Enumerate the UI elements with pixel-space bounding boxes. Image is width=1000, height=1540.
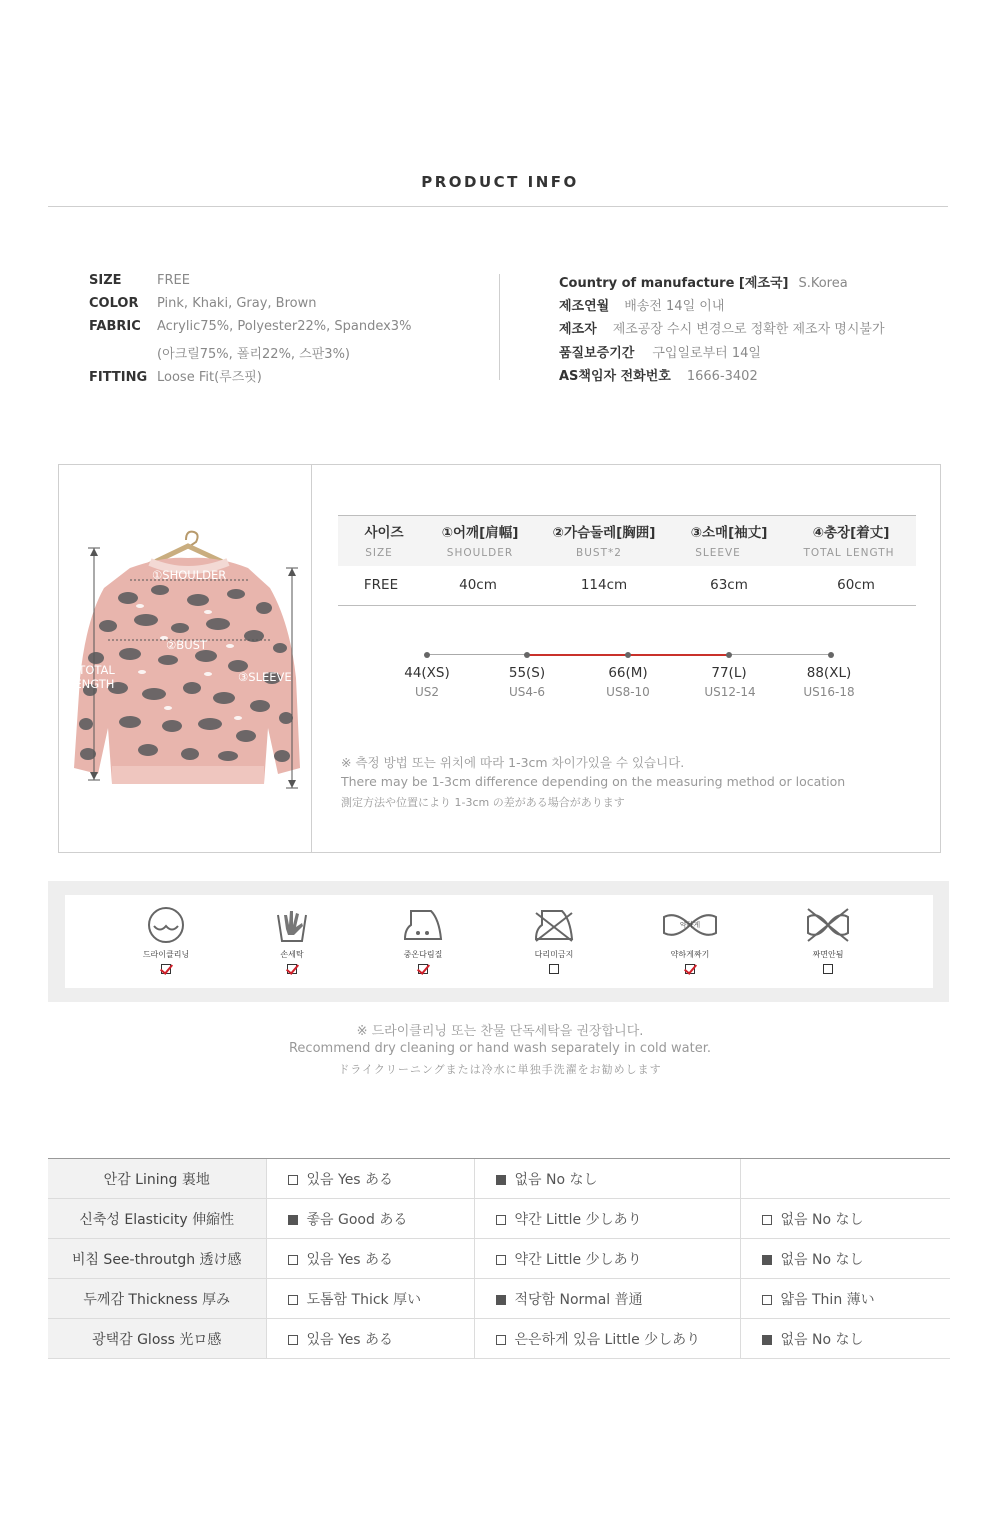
scale-size-label: 88(XL) (806, 665, 852, 681)
feature-option-text: 없음 No なし (780, 1331, 864, 1348)
feature-option-text: 약간 Little 少しあり (514, 1211, 642, 1228)
feature-row-lining (48, 1159, 950, 1199)
scale-dot (828, 652, 834, 658)
shoulder-cell: 40cm (459, 577, 497, 593)
shoulder-subheader: SHOULDER (446, 547, 514, 559)
care-no-wring (788, 905, 868, 974)
care-iron-medium (383, 905, 463, 974)
feature-label: 안감 Lining 裏地 (48, 1159, 266, 1199)
feature-checkbox (762, 1335, 772, 1345)
feature-option (740, 1239, 950, 1279)
feature-checkbox (496, 1295, 506, 1305)
spec-fabric-kr (89, 343, 350, 362)
total-length-cell: 60cm (837, 577, 875, 593)
feature-checkbox (288, 1335, 298, 1345)
feature-checkbox (496, 1255, 506, 1265)
feature-option (740, 1279, 950, 1319)
spec-color (89, 296, 316, 311)
care-checkbox (823, 964, 833, 974)
svg-text:약하게: 약하게 (679, 921, 701, 929)
feature-option (266, 1159, 474, 1199)
measure-note-kr: ※ 측정 방법 또는 위치에 따라 1-3cm 차이가있을 수 있습니다. (341, 755, 685, 770)
size-subheader: SIZE (365, 547, 393, 559)
care-label: 중온다림질 (403, 950, 443, 959)
feature-option (266, 1239, 474, 1279)
dry-clean-icon (146, 905, 186, 945)
feature-checkbox (288, 1295, 298, 1305)
scale-size-label: 55(S) (508, 665, 546, 681)
bust-cell: 114cm (580, 577, 628, 593)
iron-medium-icon (401, 905, 445, 945)
spec-value: Pink, Khaki, Gray, Brown (157, 296, 317, 311)
feature-option (474, 1199, 740, 1239)
feature-checkbox (762, 1295, 772, 1305)
bust-label: ②BUST (166, 638, 207, 652)
feature-option-text: 없음 No なし (780, 1251, 864, 1268)
feature-option-text: 적당함 Normal 普通 (514, 1291, 643, 1308)
feature-option-text: 약간 Little 少しあり (514, 1251, 642, 1268)
spec-value: Acrylic75%, Polyester22%, Spandex3% (157, 319, 412, 334)
care-label: 짜면안됨 (812, 950, 844, 959)
scale-us-label: US2 (414, 685, 440, 699)
size-table-rule (338, 605, 916, 606)
garment-illustration (68, 528, 308, 790)
spec-label: FABRIC (89, 319, 141, 334)
spec-label: 품질보증기간 (559, 346, 635, 361)
spec-value: S.Korea (798, 276, 848, 291)
care-checkbox (287, 964, 297, 974)
spec-label: COLOR (89, 296, 139, 311)
feature-option (474, 1159, 740, 1199)
spec-label: FITTING (89, 370, 148, 385)
feature-row-see-through (48, 1239, 950, 1279)
measure-note-en: There may be 1-3cm difference depending on the measuring method or location (341, 774, 846, 789)
feature-checkbox (496, 1335, 506, 1345)
care-label: 약하게짜기 (670, 950, 710, 959)
care-note-jp: ドライクリーニングまたは冷水に単独手洗濯をお勧めします (338, 1063, 662, 1076)
care-label: 다리미금지 (534, 950, 574, 959)
scale-dot (625, 652, 631, 658)
feature-option (474, 1239, 740, 1279)
feature-option-text: 있음 Yes ある (306, 1171, 394, 1188)
spec-label: 제조자 (559, 322, 597, 337)
scale-us-label: US8-10 (606, 685, 650, 699)
spec-divider (499, 274, 500, 380)
title-divider (48, 206, 948, 207)
feature-row-gloss (48, 1319, 950, 1359)
spec-value: (아크릴75%, 폴리22%, 스판3%) (157, 347, 350, 362)
feature-option (266, 1319, 474, 1359)
care-checkbox (549, 964, 559, 974)
spec-size (89, 273, 190, 288)
size-cell: FREE (363, 577, 399, 593)
feature-option-text: 있음 Yes ある (306, 1331, 394, 1348)
scale-size-label: 44(XS) (404, 665, 450, 681)
spec-value: 배송전 14일 이내 (624, 299, 725, 314)
spec-value: Loose Fit(루즈핏) (157, 370, 262, 385)
no-wring-icon (804, 905, 852, 945)
sleeve-cell: 63cm (710, 577, 748, 593)
care-label: 드라이클리닝 (142, 950, 190, 959)
spec-as-phone (559, 365, 758, 384)
care-gentle-wring (650, 905, 730, 974)
spec-value: 제조공장 수시 변경으로 정확한 제조자 명시불가 (612, 322, 885, 337)
spec-manufacture-date (559, 295, 724, 314)
feature-option (266, 1199, 474, 1239)
feature-option-text: 없음 No なし (780, 1211, 864, 1228)
feature-option-text: 있음 Yes ある (306, 1251, 394, 1268)
care-checkbox (418, 964, 428, 974)
sleeve-subheader: SLEEVE (695, 547, 741, 559)
size-box-divider (311, 464, 312, 853)
feature-checkbox (496, 1175, 506, 1185)
shoulder-label: ①SHOULDER (152, 568, 227, 582)
feature-checkbox (288, 1175, 298, 1185)
scale-size-label: 77(L) (711, 665, 747, 681)
care-hand-wash (252, 905, 332, 974)
total-length-header: ④총장[着丈] (812, 525, 890, 541)
scale-us-label: US12-14 (704, 685, 756, 699)
feature-label: 두께감 Thickness 厚み (48, 1279, 266, 1319)
feature-option (740, 1319, 950, 1359)
care-label: 손세탁 (280, 950, 304, 959)
shoulder-header: ①어깨[肩幅] (441, 525, 519, 541)
feature-option-text: 얇음 Thin 薄い (780, 1291, 875, 1308)
total-length-label-2: LENGTH (68, 677, 115, 691)
gentle-wring-icon (660, 905, 720, 945)
hand-wash-icon (272, 905, 312, 945)
feature-checkbox (288, 1255, 298, 1265)
feature-option (740, 1199, 950, 1239)
spec-manufacturer (559, 318, 885, 337)
feature-row-elasticity (48, 1199, 950, 1239)
spec-fabric (89, 319, 411, 334)
size-header: 사이즈 (364, 525, 404, 541)
feature-checkbox (288, 1215, 298, 1225)
spec-label: 제조연월 (559, 299, 610, 314)
feature-option (266, 1279, 474, 1319)
spec-label: Country of manufacture [제조국] (559, 276, 789, 291)
fabric-feature-table (48, 1158, 950, 1359)
scale-dot (726, 652, 732, 658)
total-length-label-1: ④TOTAL (68, 663, 115, 677)
spec-label: SIZE (89, 273, 122, 288)
feature-label: 비침 See-throutgh 透け感 (48, 1239, 266, 1279)
spec-warranty (559, 342, 761, 361)
scale-size-label: 66(M) (608, 665, 648, 681)
feature-label: 신축성 Elasticity 伸縮性 (48, 1199, 266, 1239)
spec-label: AS책임자 전화번호 (559, 369, 671, 384)
spec-fitting (89, 366, 262, 385)
page-title: PRODUCT INFO (421, 173, 579, 191)
care-checkbox (685, 964, 695, 974)
spec-value: 1666-3402 (686, 369, 758, 384)
feature-checkbox (496, 1215, 506, 1225)
feature-option (474, 1319, 740, 1359)
sleeve-label: ③SLEEVE (238, 670, 292, 684)
scale-us-label: US16-18 (803, 685, 855, 699)
total-length-subheader: TOTAL LENGTH (803, 547, 895, 559)
feature-row-thickness (48, 1279, 950, 1319)
feature-option-text: 도톰함 Thick 厚い (306, 1291, 422, 1308)
feature-checkbox (762, 1255, 772, 1265)
feature-checkbox (762, 1215, 772, 1225)
bust-subheader: BUST*2 (576, 547, 622, 559)
no-iron-icon (532, 905, 576, 945)
spec-value: 구입일로부터 14일 (652, 346, 761, 361)
spec-value: FREE (157, 273, 190, 288)
feature-option-empty (740, 1159, 950, 1199)
scale-dot (424, 652, 430, 658)
care-note-en: Recommend dry cleaning or hand wash separately in cold water. (288, 1041, 711, 1056)
sleeve-header: ③소매[袖丈] (690, 525, 768, 541)
scale-dot (524, 652, 530, 658)
feature-option (474, 1279, 740, 1319)
care-dry-clean (126, 905, 206, 974)
feature-option-text: 없음 No なし (514, 1171, 598, 1188)
feature-option-text: 좋음 Good ある (306, 1211, 408, 1228)
care-note-kr: ※ 드라이클리닝 또는 찬물 단독세탁을 권장합니다. (356, 1024, 644, 1039)
feature-option-text: 은은하게 있음 Little 少しあり (514, 1331, 701, 1348)
feature-label: 광택감 Gloss 光ロ感 (48, 1319, 266, 1359)
scale-us-label: US4-6 (509, 685, 545, 699)
care-no-iron (514, 905, 594, 974)
care-checkbox (161, 964, 171, 974)
measure-note-jp: 測定方法や位置により 1-3cm の差がある場合があります (341, 796, 625, 809)
bust-header: ②가슴둘레[胸囲] (552, 525, 656, 541)
spec-country (559, 272, 848, 291)
